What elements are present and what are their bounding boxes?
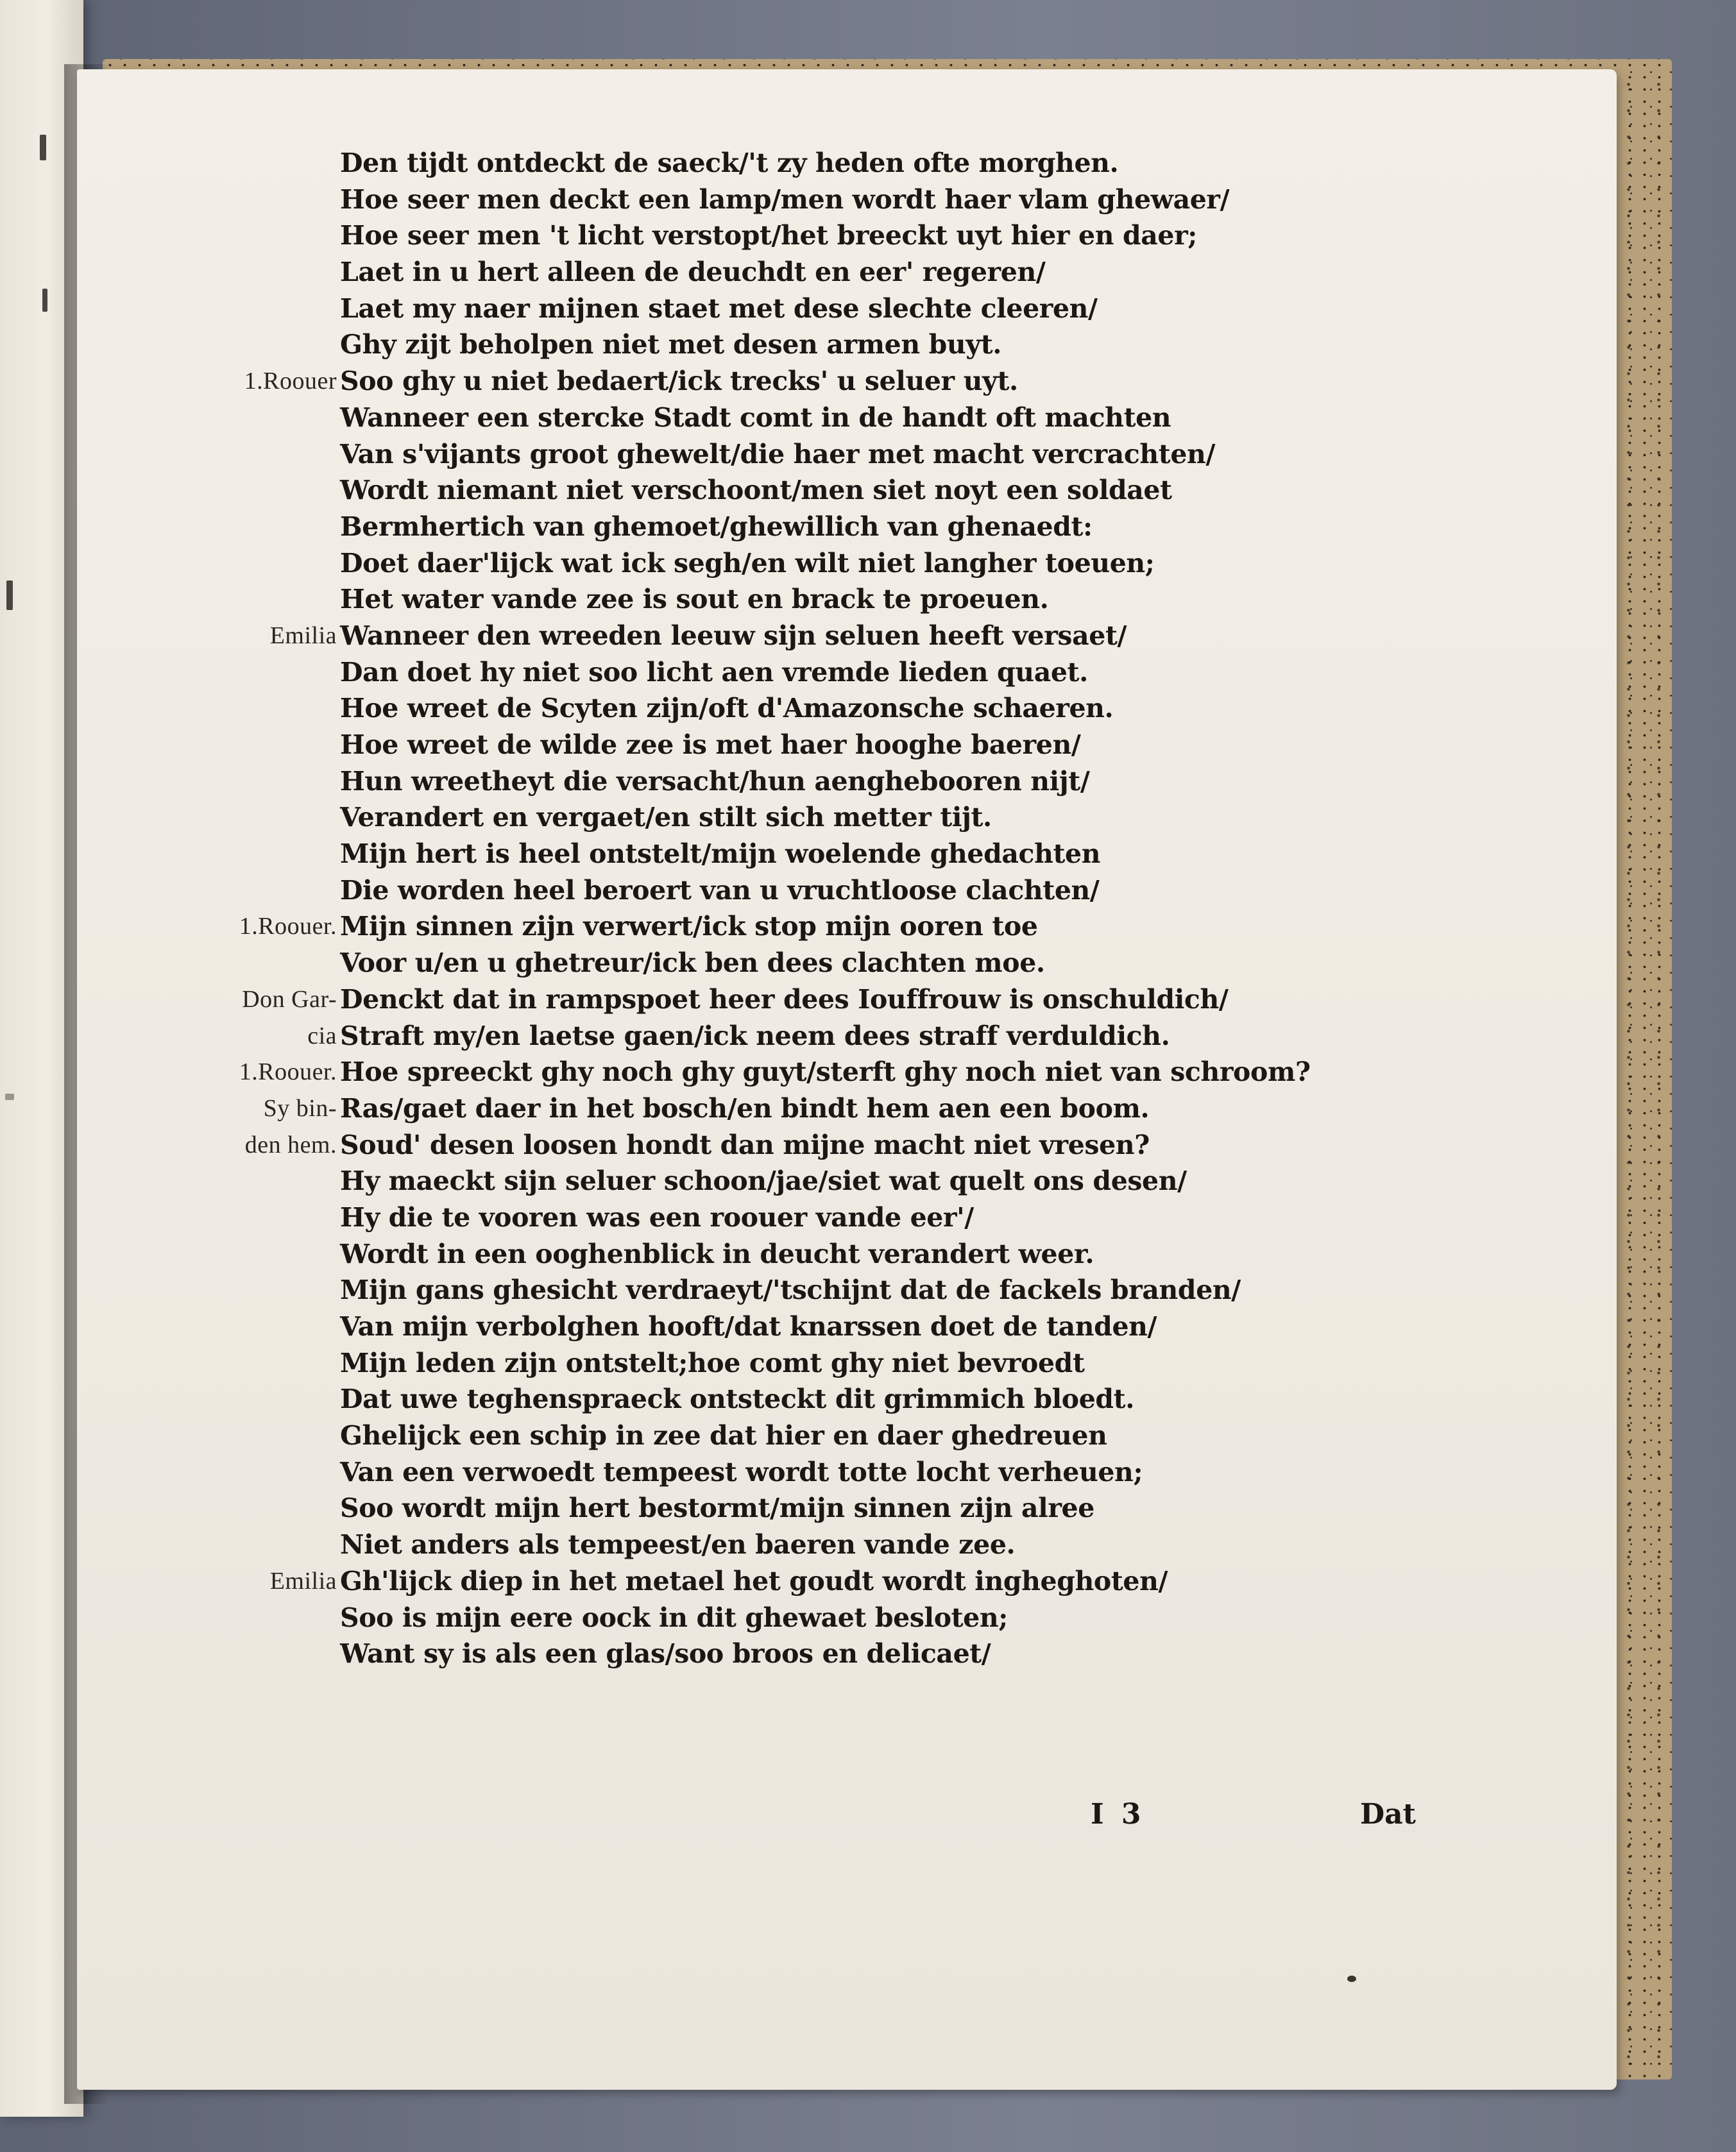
speaker-label: cia bbox=[307, 1022, 337, 1049]
verse-row bbox=[167, 1418, 1450, 1454]
verse-row bbox=[167, 326, 1450, 363]
verse-row bbox=[167, 1054, 1450, 1090]
verse-line: Hy maeckt sijn seluer schoon/jae/siet wat quelt ons desen/ bbox=[340, 1165, 1187, 1197]
verse-row bbox=[167, 291, 1450, 327]
verse-line: Soud' desen loosen hondt dan mijne macht niet vresen? bbox=[340, 1129, 1150, 1160]
verse-row bbox=[167, 618, 1450, 654]
verse-row bbox=[167, 1381, 1450, 1418]
verse-row bbox=[167, 654, 1450, 691]
verse-row bbox=[167, 727, 1450, 763]
ink-mark bbox=[40, 135, 46, 160]
verse-line: Dat uwe teghenspraeck ontsteckt dit grimmich bloedt. bbox=[340, 1384, 1135, 1415]
verse-row bbox=[167, 1236, 1450, 1273]
verse-line: Denckt dat in rampspoet heer dees Iouffrouw is onschuldich/ bbox=[340, 983, 1229, 1015]
speaker-label: 1.Roouer. bbox=[239, 1058, 337, 1086]
verse-line: Hoe spreeckt ghy noch ghy guyt/sterft ghy noch niet van schroom? bbox=[340, 1056, 1311, 1088]
verse-line: Hoe seer men deckt een lamp/men wordt haer vlam ghewaer/ bbox=[340, 183, 1230, 215]
verse-line: Dan doet hy niet soo licht aen vremde lieden quaet. bbox=[340, 656, 1088, 688]
speaker-label: Sy bin- bbox=[263, 1094, 337, 1122]
verse-line: Mijn sinnen zijn verwert/ick stop mijn ooren toe bbox=[340, 911, 1038, 942]
verse-row bbox=[167, 836, 1450, 872]
verse-row bbox=[167, 1636, 1450, 1672]
verse-line: Hoe wreet de Scyten zijn/oft d'Amazonsche schaeren. bbox=[340, 693, 1114, 724]
verse-line: Gh'lijck diep in het metael het goudt wordt ingheghoten/ bbox=[340, 1565, 1168, 1597]
verse-row bbox=[167, 763, 1450, 800]
ink-mark bbox=[6, 580, 13, 610]
verse-row bbox=[167, 1454, 1450, 1491]
speaker-label: 1.Roouer. bbox=[239, 913, 337, 940]
verse-row bbox=[167, 981, 1450, 1018]
verse-row bbox=[167, 1527, 1450, 1563]
verse-row bbox=[167, 1345, 1450, 1382]
signature-mark: I 3 bbox=[1091, 1798, 1145, 1831]
verse-row bbox=[167, 1490, 1450, 1527]
verse-row bbox=[167, 1563, 1450, 1600]
verse-row bbox=[167, 799, 1450, 836]
page-footer bbox=[167, 1798, 1450, 1836]
verse-row bbox=[167, 690, 1450, 727]
verse-row bbox=[167, 472, 1450, 509]
verse-row bbox=[167, 1600, 1450, 1636]
verse-row bbox=[167, 400, 1450, 436]
verse-line: Doet daer'lijck wat ick segh/en wilt niet langher toeuen; bbox=[340, 547, 1155, 579]
ink-mark bbox=[42, 289, 47, 312]
speaker-label: Emilia bbox=[269, 622, 337, 649]
verse-row bbox=[167, 363, 1450, 400]
verse-line: Ras/gaet daer in het bosch/en bindt hem aen een boom. bbox=[340, 1092, 1150, 1124]
verse-line: Voor u/en u ghetreur/ick ben dees clachten moe. bbox=[340, 947, 1045, 979]
verse-line: Mijn gans ghesicht verdraeyt/'tschijnt dat de fackels branden/ bbox=[340, 1275, 1241, 1306]
verse-line: Niet anders als tempeest/en baeren vande zee. bbox=[340, 1529, 1016, 1561]
verse-line: Hy die te vooren was een roouer vande eer'/ bbox=[340, 1201, 974, 1233]
verse-row bbox=[167, 1272, 1450, 1309]
verse-line: Die worden heel beroert van u vruchtloose clachten/ bbox=[340, 874, 1100, 906]
verse-line: Verandert en vergaet/en stilt sich metter tijt. bbox=[340, 802, 992, 833]
verse-line: Ghelijck een schip in zee dat hier en daer ghedreuen bbox=[340, 1420, 1107, 1452]
verse-row bbox=[167, 872, 1450, 909]
verse-row bbox=[167, 1309, 1450, 1345]
verse-line: Straft my/en laetse gaen/ick neem dees straff verduldich. bbox=[340, 1020, 1170, 1051]
verse-line: Mijn leden zijn ontstelt;hoe comt ghy niet bevroedt bbox=[340, 1347, 1085, 1378]
verse-line: Wanneer een stercke Stadt comt in de handt oft machten bbox=[340, 402, 1171, 433]
catchword: Dat bbox=[1360, 1798, 1416, 1831]
verse-line: Soo wordt mijn hert bestormt/mijn sinnen zijn alree bbox=[340, 1493, 1094, 1524]
speaker-label: Don Gar- bbox=[242, 985, 337, 1013]
verse-row bbox=[167, 1127, 1450, 1164]
speaker-label: Emilia bbox=[269, 1567, 337, 1595]
verse-row bbox=[167, 1090, 1450, 1127]
verse-line: Hun wreetheyt die versacht/hun aenghebooren nijt/ bbox=[340, 765, 1090, 797]
verse-line: Mijn hert is heel ontstelt/mijn woelende ghedachten bbox=[340, 838, 1101, 870]
verse-line: Het water vande zee is sout en brack te proeuen. bbox=[340, 584, 1049, 615]
verse-line: Wordt niemant niet verschoont/men siet noyt een soldaet bbox=[340, 475, 1172, 506]
verse-line: Hoe wreet de wilde zee is met haer hooghe baeren/ bbox=[340, 729, 1081, 760]
ink-mark bbox=[5, 1094, 14, 1100]
book-page bbox=[77, 69, 1617, 2090]
verse-line: Wanneer den wreeden leeuw sijn seluen heeft versaet/ bbox=[340, 620, 1127, 651]
speaker-label: 1.Roouer bbox=[244, 368, 337, 395]
verse-line: Laet in u hert alleen de deuchdt en eer' regeren/ bbox=[340, 257, 1046, 288]
verse-line: Van mijn verbolghen hooft/dat knarssen doet de tanden/ bbox=[340, 1311, 1157, 1342]
verse-row bbox=[167, 908, 1450, 945]
verse-line: Hoe seer men 't licht verstopt/het breeckt uyt hier en daer; bbox=[340, 220, 1198, 251]
verse-text-block bbox=[167, 145, 1450, 1672]
verse-line: Soo is mijn eere oock in dit ghewaet besloten; bbox=[340, 1602, 1008, 1633]
verse-row bbox=[167, 1018, 1450, 1055]
verse-row bbox=[167, 182, 1450, 218]
ink-speck bbox=[1347, 1976, 1356, 1982]
verse-row bbox=[167, 945, 1450, 981]
verse-row bbox=[167, 509, 1450, 545]
verse-line: Den tijdt ontdeckt de saeck/'t zy heden ofte morghen. bbox=[340, 148, 1119, 178]
verse-row bbox=[167, 254, 1450, 291]
verse-row bbox=[167, 545, 1450, 582]
verse-row bbox=[167, 145, 1450, 182]
speaker-label: den hem. bbox=[244, 1131, 337, 1158]
verse-line: Wordt in een ooghenblick in deucht verandert weer. bbox=[340, 1238, 1094, 1269]
verse-line: Van s'vijants groot ghewelt/die haer met macht vercrachten/ bbox=[340, 438, 1216, 470]
verse-line: Soo ghy u niet bedaert/ick trecks' u seluer uyt. bbox=[340, 366, 1018, 397]
verse-line: Van een verwoedt tempeest wordt totte locht verheuen; bbox=[340, 1456, 1143, 1487]
verse-line: Laet my naer mijnen staet met dese slechte cleeren/ bbox=[340, 292, 1098, 324]
verse-row bbox=[167, 1163, 1450, 1199]
verse-line: Want sy is als een glas/soo broos en delicaet/ bbox=[340, 1638, 991, 1670]
verse-row bbox=[167, 581, 1450, 618]
verse-line: Ghy zijt beholpen niet met desen armen buyt. bbox=[340, 329, 1002, 360]
verse-row bbox=[167, 436, 1450, 473]
verse-row bbox=[167, 1199, 1450, 1236]
verse-row bbox=[167, 217, 1450, 254]
verse-line: Bermhertich van ghemoet/ghewillich van ghenaedt: bbox=[340, 511, 1093, 542]
